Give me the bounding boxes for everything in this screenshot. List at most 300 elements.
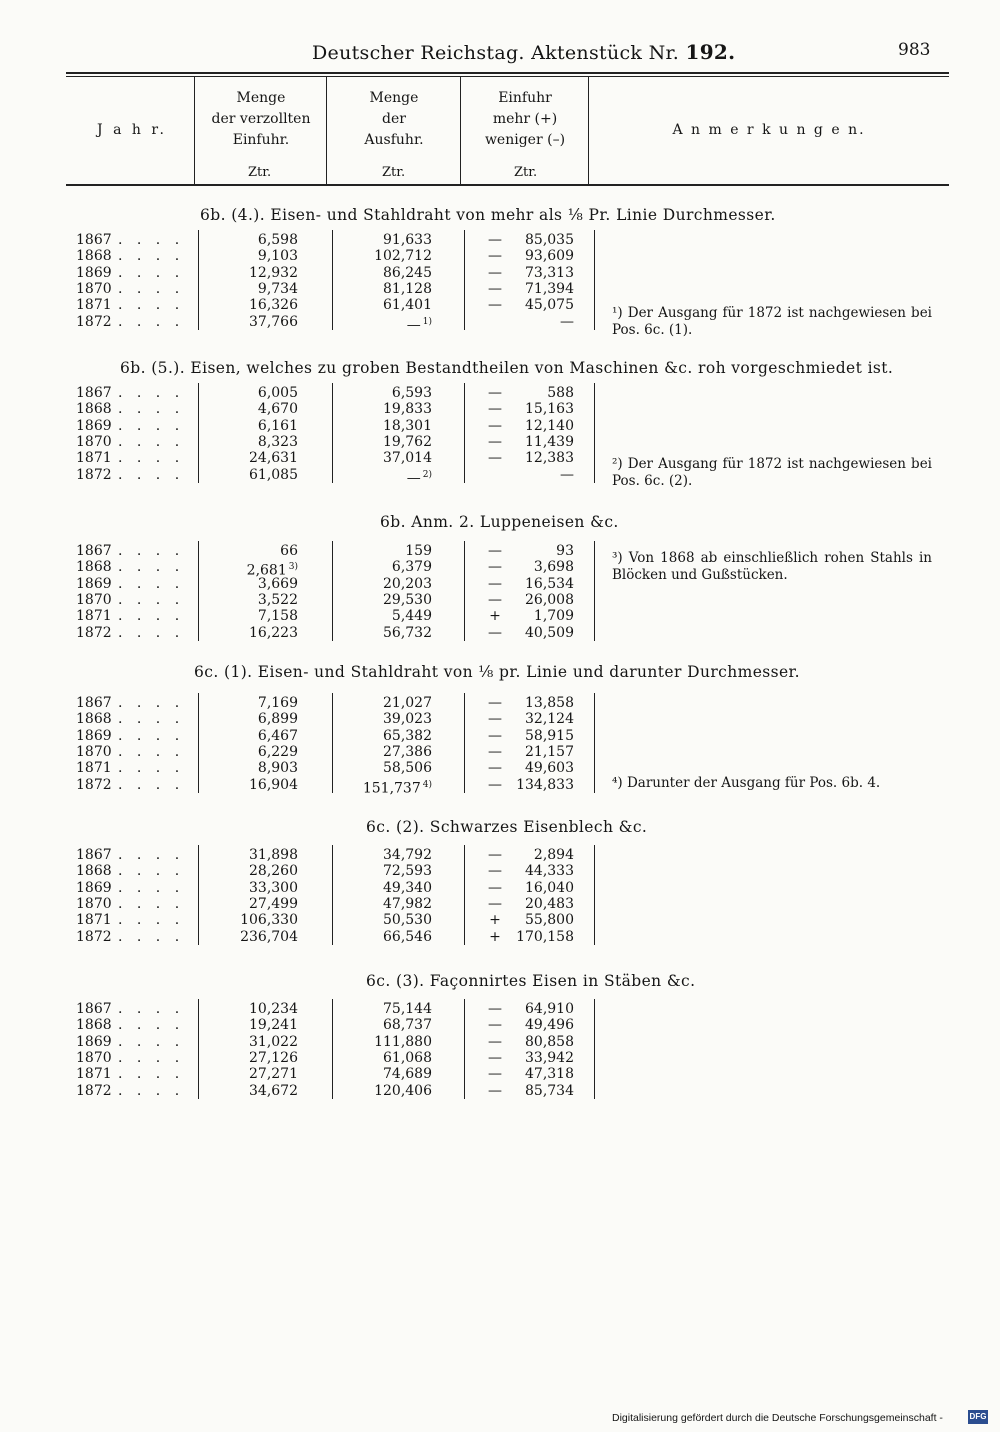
duty-paid-value: 3,669 bbox=[257, 575, 298, 592]
section-title: 6b. (4.). Eisen- und Stahldraht von mehr als ⅛ Pr. Linie Durchmesser. bbox=[200, 206, 776, 224]
balance-value: 21,157 bbox=[525, 743, 574, 760]
year-cell: 1868 bbox=[76, 863, 112, 880]
balance-sign: — bbox=[488, 743, 502, 760]
export-cell bbox=[336, 265, 432, 281]
balance-sign: — bbox=[488, 879, 502, 896]
export-value: — bbox=[406, 470, 421, 487]
duty-paid-value: 66 bbox=[280, 543, 298, 559]
duty-paid-value: 28,260 bbox=[249, 863, 298, 880]
duty-paid-cell bbox=[200, 760, 298, 776]
export-value: 19,762 bbox=[383, 433, 432, 450]
leader-dots: . . . . bbox=[118, 543, 185, 559]
duty-paid-cell bbox=[200, 695, 298, 711]
duty-paid-value: 6,005 bbox=[257, 385, 298, 401]
export-value: 6,593 bbox=[391, 385, 432, 401]
export-cell bbox=[336, 281, 432, 297]
table-row bbox=[0, 1001, 600, 1017]
balance-value: 588 bbox=[547, 385, 574, 401]
year-cell: 1867 bbox=[76, 847, 112, 863]
export-value: 68,737 bbox=[383, 1017, 432, 1034]
year-cell: 1868 bbox=[76, 1017, 112, 1034]
duty-paid-cell bbox=[200, 450, 298, 466]
balance-sign: + bbox=[489, 928, 501, 945]
balance-sign: — bbox=[488, 232, 502, 248]
leader-dots: . . . . bbox=[118, 450, 185, 467]
export-value: 86,245 bbox=[383, 264, 432, 281]
footnote-ref: 1) bbox=[422, 316, 432, 327]
leader-dots: . . . . bbox=[118, 433, 185, 450]
leader-dots: . . . . bbox=[118, 1082, 185, 1099]
duty-paid-cell bbox=[200, 912, 298, 928]
export-value: 159 bbox=[405, 543, 432, 559]
leader-dots: . . . . bbox=[118, 776, 185, 793]
balance-sign: — bbox=[488, 727, 502, 744]
duty-paid-value: 16,326 bbox=[249, 297, 298, 314]
export-cell bbox=[336, 744, 432, 760]
unit-label: Ztr. bbox=[514, 165, 538, 180]
balance-sign: + bbox=[489, 912, 501, 929]
top-rule bbox=[66, 72, 949, 74]
head-divider-2 bbox=[326, 77, 327, 184]
year-cell: 1869 bbox=[76, 727, 112, 744]
duty-paid-cell bbox=[200, 744, 298, 760]
balance-sign: — bbox=[488, 1033, 502, 1050]
export-cell bbox=[336, 1050, 432, 1066]
balance-value: 73,313 bbox=[525, 264, 574, 281]
duty-paid-cell bbox=[200, 1034, 298, 1050]
export-cell bbox=[336, 401, 432, 417]
duty-paid-value: 24,631 bbox=[249, 450, 298, 467]
balance-sign: — bbox=[488, 297, 502, 314]
year-cell: 1871 bbox=[76, 450, 112, 467]
export-value: 19,833 bbox=[383, 401, 432, 418]
leader-dots: . . . . bbox=[118, 847, 185, 863]
balance-sign: — bbox=[488, 1082, 502, 1099]
table-row bbox=[0, 1034, 600, 1050]
year-cell: 1870 bbox=[76, 895, 112, 912]
leader-dots: . . . . bbox=[118, 1049, 185, 1066]
year-cell: 1869 bbox=[76, 417, 112, 434]
export-value: 21,027 bbox=[383, 695, 432, 711]
balance-sign: — bbox=[488, 1017, 502, 1034]
duty-paid-cell bbox=[200, 467, 298, 483]
balance-value: 1,709 bbox=[533, 608, 574, 625]
balance-sign: — bbox=[488, 711, 502, 728]
table-row bbox=[0, 313, 600, 334]
leader-dots: . . . . bbox=[118, 280, 185, 297]
table-row bbox=[0, 385, 600, 401]
footnote: ¹) Der Ausgang für 1872 ist nachgewiesen bei Pos. 6c. (1). bbox=[612, 305, 932, 338]
footnote: ³) Von 1868 ab einschließlich rohen Stahls in Blöcken und Gußstücken. bbox=[612, 550, 932, 583]
leader-dots: . . . . bbox=[118, 727, 185, 744]
balance-sign: — bbox=[488, 543, 502, 559]
duty-paid-value: 9,734 bbox=[257, 280, 298, 297]
balance-sign: — bbox=[488, 1001, 502, 1017]
leader-dots: . . . . bbox=[118, 624, 185, 641]
balance-value: 58,915 bbox=[525, 727, 574, 744]
duty-paid-cell bbox=[200, 1001, 298, 1017]
balance-sign: — bbox=[488, 575, 502, 592]
export-cell bbox=[336, 1066, 432, 1082]
export-cell bbox=[336, 847, 432, 863]
balance-value: 13,858 bbox=[525, 695, 574, 711]
year-cell: 1868 bbox=[76, 401, 112, 418]
duty-paid-cell bbox=[200, 929, 298, 945]
balance-value: 49,496 bbox=[525, 1017, 574, 1034]
leader-dots: . . . . bbox=[118, 711, 185, 728]
year-cell: 1868 bbox=[76, 559, 112, 576]
balance-value: 26,008 bbox=[525, 591, 574, 608]
table-row bbox=[0, 760, 600, 776]
unit-label: Ztr. bbox=[248, 165, 272, 180]
balance-value: 64,910 bbox=[525, 1001, 574, 1017]
export-cell bbox=[336, 695, 432, 711]
leader-dots: . . . . bbox=[118, 313, 185, 330]
col-export-header: Menge der Ausfuhr. bbox=[364, 90, 424, 148]
leader-dots: . . . . bbox=[118, 591, 185, 608]
table-row bbox=[0, 896, 600, 912]
leader-dots: . . . . bbox=[118, 559, 185, 576]
col-duty-paid-header: Menge der verzollten Einfuhr. bbox=[211, 90, 311, 148]
duty-paid-cell bbox=[200, 863, 298, 879]
dfg-logo: DFG bbox=[968, 1410, 988, 1424]
balance-sign: — bbox=[488, 847, 502, 863]
duty-paid-cell bbox=[200, 1083, 298, 1099]
table-row bbox=[0, 863, 600, 879]
duty-paid-cell bbox=[200, 385, 298, 401]
duty-paid-value: 16,223 bbox=[249, 624, 298, 641]
balance-sign: — bbox=[488, 1066, 502, 1083]
duty-paid-cell bbox=[200, 1066, 298, 1082]
section-title: 6b. (5.). Eisen, welches zu groben Bestandtheilen von Maschinen &c. roh vorgeschmiedet ist. bbox=[120, 359, 894, 377]
leader-dots: . . . . bbox=[118, 760, 185, 777]
balance-sign: — bbox=[488, 433, 502, 450]
export-cell bbox=[336, 450, 432, 466]
export-cell bbox=[336, 608, 432, 624]
duty-paid-value: 2,681 bbox=[246, 562, 287, 579]
year-cell: 1871 bbox=[76, 297, 112, 314]
export-value: 18,301 bbox=[383, 417, 432, 434]
balance-value: 55,800 bbox=[525, 912, 574, 929]
balance-value: 15,163 bbox=[525, 401, 574, 418]
duty-paid-value: 8,903 bbox=[257, 760, 298, 777]
export-value: 81,128 bbox=[383, 280, 432, 297]
balance-value: 11,439 bbox=[525, 433, 574, 450]
year-cell: 1871 bbox=[76, 912, 112, 929]
export-cell bbox=[336, 880, 432, 896]
export-value: 58,506 bbox=[383, 760, 432, 777]
balance-value: 2,894 bbox=[533, 847, 574, 863]
duty-paid-cell bbox=[200, 297, 298, 313]
export-value: 50,530 bbox=[383, 912, 432, 929]
balance-sign: — bbox=[488, 863, 502, 880]
duty-paid-cell bbox=[200, 625, 298, 641]
leader-dots: . . . . bbox=[118, 1001, 185, 1017]
duty-paid-cell bbox=[200, 418, 298, 434]
export-cell bbox=[336, 314, 432, 334]
balance-value: 45,075 bbox=[525, 297, 574, 314]
duty-paid-value: 7,158 bbox=[257, 608, 298, 625]
table-row bbox=[0, 625, 600, 641]
export-cell bbox=[336, 929, 432, 945]
duty-paid-value: 106,330 bbox=[240, 912, 298, 929]
leader-dots: . . . . bbox=[118, 608, 185, 625]
export-value: 5,449 bbox=[391, 608, 432, 625]
leader-dots: . . . . bbox=[118, 695, 185, 711]
export-value: 20,203 bbox=[383, 575, 432, 592]
duty-paid-value: 9,103 bbox=[257, 248, 298, 265]
duty-paid-value: 19,241 bbox=[249, 1017, 298, 1034]
export-value: 47,982 bbox=[383, 895, 432, 912]
export-value: 74,689 bbox=[383, 1066, 432, 1083]
leader-dots: . . . . bbox=[118, 895, 185, 912]
table-row bbox=[0, 744, 600, 760]
table-row bbox=[0, 248, 600, 264]
duty-paid-value: 6,598 bbox=[257, 232, 298, 248]
balance-value: 85,734 bbox=[525, 1082, 574, 1099]
export-value: 151,737 bbox=[362, 780, 421, 797]
balance-sign: — bbox=[488, 591, 502, 608]
export-value: 39,023 bbox=[383, 711, 432, 728]
table-row bbox=[0, 912, 600, 928]
balance-value: 44,333 bbox=[525, 863, 574, 880]
duty-paid-value: 61,085 bbox=[249, 466, 298, 483]
head-divider-3 bbox=[460, 77, 461, 184]
year-cell: 1869 bbox=[76, 264, 112, 281]
duty-paid-cell bbox=[200, 248, 298, 264]
table-row bbox=[0, 434, 600, 450]
leader-dots: . . . . bbox=[118, 1066, 185, 1083]
balance-value: 170,158 bbox=[516, 928, 574, 945]
balance-sign: — bbox=[488, 401, 502, 418]
year-cell: 1872 bbox=[76, 1082, 112, 1099]
footnote-ref: 2) bbox=[422, 469, 432, 480]
year-cell: 1867 bbox=[76, 385, 112, 401]
table-row bbox=[0, 1050, 600, 1066]
leader-dots: . . . . bbox=[118, 1033, 185, 1050]
leader-dots: . . . . bbox=[118, 863, 185, 880]
year-cell: 1867 bbox=[76, 695, 112, 711]
table-row bbox=[0, 929, 600, 945]
balance-value: — bbox=[560, 466, 574, 483]
export-value: 72,593 bbox=[383, 863, 432, 880]
export-value: 49,340 bbox=[383, 879, 432, 896]
export-cell bbox=[336, 777, 432, 797]
duty-paid-cell bbox=[200, 728, 298, 744]
balance-value: 16,534 bbox=[525, 575, 574, 592]
table-row bbox=[0, 1017, 600, 1033]
export-value: 75,144 bbox=[383, 1001, 432, 1017]
leader-dots: . . . . bbox=[118, 248, 185, 265]
duty-paid-value: 34,672 bbox=[249, 1082, 298, 1099]
balance-sign: — bbox=[488, 895, 502, 912]
leader-dots: . . . . bbox=[118, 879, 185, 896]
export-value: 34,792 bbox=[383, 847, 432, 863]
duty-paid-value: 6,229 bbox=[257, 743, 298, 760]
document-number: 192. bbox=[685, 40, 736, 64]
duty-paid-cell bbox=[200, 711, 298, 727]
balance-sign: + bbox=[489, 608, 501, 625]
table-row bbox=[0, 466, 600, 487]
export-value: 27,386 bbox=[383, 743, 432, 760]
footnote-ref: 3) bbox=[288, 562, 298, 573]
year-cell: 1870 bbox=[76, 280, 112, 297]
digitization-credit: Digitalisierung gefördert durch die Deutsche Forschungsgemeinschaft - bbox=[612, 1412, 943, 1424]
table-row bbox=[0, 265, 600, 281]
export-cell bbox=[336, 543, 432, 559]
table-row bbox=[0, 880, 600, 896]
duty-paid-cell bbox=[200, 576, 298, 592]
leader-dots: . . . . bbox=[118, 264, 185, 281]
section-title: 6c. (2). Schwarzes Eisenblech &c. bbox=[366, 818, 648, 836]
export-cell bbox=[336, 711, 432, 727]
year-cell: 1872 bbox=[76, 466, 112, 483]
balance-sign: — bbox=[488, 760, 502, 777]
balance-sign: — bbox=[488, 450, 502, 467]
year-cell: 1869 bbox=[76, 879, 112, 896]
duty-paid-value: 4,670 bbox=[257, 401, 298, 418]
balance-value: 3,698 bbox=[533, 559, 574, 576]
balance-sign: — bbox=[488, 1049, 502, 1066]
export-value: 91,633 bbox=[383, 232, 432, 248]
table-row bbox=[0, 281, 600, 297]
duty-paid-value: 37,766 bbox=[249, 313, 298, 330]
duty-paid-value: 6,899 bbox=[257, 711, 298, 728]
footnote: ²) Der Ausgang für 1872 ist nachgewiesen bei Pos. 6c. (2). bbox=[612, 456, 932, 489]
year-cell: 1867 bbox=[76, 232, 112, 248]
duty-paid-value: 3,522 bbox=[257, 591, 298, 608]
head-divider-4 bbox=[588, 77, 589, 184]
export-cell bbox=[336, 760, 432, 776]
export-value: 61,068 bbox=[383, 1049, 432, 1066]
year-cell: 1869 bbox=[76, 575, 112, 592]
col-remarks-header: A n m e r k u n g e n. bbox=[672, 122, 866, 138]
balance-sign: — bbox=[488, 776, 502, 793]
unit-label: Ztr. bbox=[382, 165, 406, 180]
duty-paid-cell bbox=[200, 281, 298, 297]
export-value: 65,382 bbox=[383, 727, 432, 744]
duty-paid-value: 236,704 bbox=[240, 928, 298, 945]
year-cell: 1872 bbox=[76, 776, 112, 793]
duty-paid-value: 12,932 bbox=[249, 264, 298, 281]
table-row bbox=[0, 418, 600, 434]
duty-paid-value: 8,323 bbox=[257, 433, 298, 450]
export-cell bbox=[336, 467, 432, 487]
duty-paid-value: 16,904 bbox=[249, 776, 298, 793]
balance-value: 47,318 bbox=[525, 1066, 574, 1083]
leader-dots: . . . . bbox=[118, 385, 185, 401]
leader-dots: . . . . bbox=[118, 232, 185, 248]
footnote-ref: 4) bbox=[422, 779, 432, 790]
duty-paid-cell bbox=[200, 608, 298, 624]
duty-paid-value: 6,467 bbox=[257, 727, 298, 744]
balance-value: 85,035 bbox=[525, 232, 574, 248]
duty-paid-value: 7,169 bbox=[257, 695, 298, 711]
section-title: 6c. (1). Eisen- und Stahldraht von ⅛ pr. Linie und darunter Durchmesser. bbox=[194, 663, 800, 681]
export-cell bbox=[336, 559, 432, 575]
export-value: 37,014 bbox=[383, 450, 432, 467]
export-cell bbox=[336, 863, 432, 879]
export-value: 102,712 bbox=[374, 248, 432, 265]
duty-paid-value: 27,126 bbox=[249, 1049, 298, 1066]
duty-paid-value: 31,022 bbox=[249, 1033, 298, 1050]
table-row bbox=[0, 711, 600, 727]
export-value: 66,546 bbox=[383, 928, 432, 945]
duty-paid-cell bbox=[200, 543, 298, 559]
duty-paid-cell bbox=[200, 847, 298, 863]
year-cell: 1872 bbox=[76, 313, 112, 330]
year-cell: 1870 bbox=[76, 591, 112, 608]
table-row bbox=[0, 695, 600, 711]
balance-value: 16,040 bbox=[525, 879, 574, 896]
table-row bbox=[0, 728, 600, 744]
year-cell: 1872 bbox=[76, 928, 112, 945]
export-cell bbox=[336, 248, 432, 264]
table-row bbox=[0, 776, 600, 797]
duty-paid-value: 27,499 bbox=[249, 895, 298, 912]
top-rule-thin bbox=[66, 76, 949, 77]
leader-dots: . . . . bbox=[118, 417, 185, 434]
col-balance-header: Einfuhr mehr (+) weniger (–) bbox=[484, 90, 566, 148]
leader-dots: . . . . bbox=[118, 928, 185, 945]
export-cell bbox=[336, 1083, 432, 1099]
duty-paid-cell bbox=[200, 1017, 298, 1033]
export-cell bbox=[336, 1017, 432, 1033]
export-cell bbox=[336, 418, 432, 434]
leader-dots: . . . . bbox=[118, 743, 185, 760]
export-cell bbox=[336, 1001, 432, 1017]
leader-dots: . . . . bbox=[118, 297, 185, 314]
duty-paid-cell bbox=[200, 434, 298, 450]
leader-dots: . . . . bbox=[118, 1017, 185, 1034]
table-row bbox=[0, 1083, 600, 1099]
export-cell bbox=[336, 625, 432, 641]
section-title: 6b. Anm. 2. Luppeneisen &c. bbox=[380, 513, 619, 531]
balance-sign: — bbox=[488, 248, 502, 265]
leader-dots: . . . . bbox=[118, 401, 185, 418]
duty-paid-cell bbox=[200, 777, 298, 793]
duty-paid-cell bbox=[200, 880, 298, 896]
year-cell: 1872 bbox=[76, 624, 112, 641]
balance-value: 40,509 bbox=[525, 624, 574, 641]
balance-sign: — bbox=[488, 264, 502, 281]
balance-value: 71,394 bbox=[525, 280, 574, 297]
section-title: 6c. (3). Façonnirtes Eisen in Stäben &c. bbox=[366, 972, 696, 990]
duty-paid-cell bbox=[200, 265, 298, 281]
year-cell: 1867 bbox=[76, 1001, 112, 1017]
duty-paid-value: 31,898 bbox=[249, 847, 298, 863]
year-cell: 1870 bbox=[76, 1049, 112, 1066]
balance-value: 12,140 bbox=[525, 417, 574, 434]
running-title: Deutscher Reichstag. Aktenstück Nr. bbox=[312, 42, 680, 64]
export-value: 111,880 bbox=[374, 1033, 432, 1050]
export-value: 56,732 bbox=[383, 624, 432, 641]
export-value: 6,379 bbox=[391, 559, 432, 576]
leader-dots: . . . . bbox=[118, 575, 185, 592]
duty-paid-cell bbox=[200, 314, 298, 330]
table-row bbox=[0, 543, 600, 559]
year-cell: 1868 bbox=[76, 248, 112, 265]
export-cell bbox=[336, 728, 432, 744]
export-cell bbox=[336, 385, 432, 401]
table-row bbox=[0, 1066, 600, 1082]
year-cell: 1869 bbox=[76, 1033, 112, 1050]
duty-paid-cell bbox=[200, 592, 298, 608]
balance-value: — bbox=[560, 313, 574, 330]
balance-value: 93,609 bbox=[525, 248, 574, 265]
year-cell: 1867 bbox=[76, 543, 112, 559]
balance-value: 20,483 bbox=[525, 895, 574, 912]
